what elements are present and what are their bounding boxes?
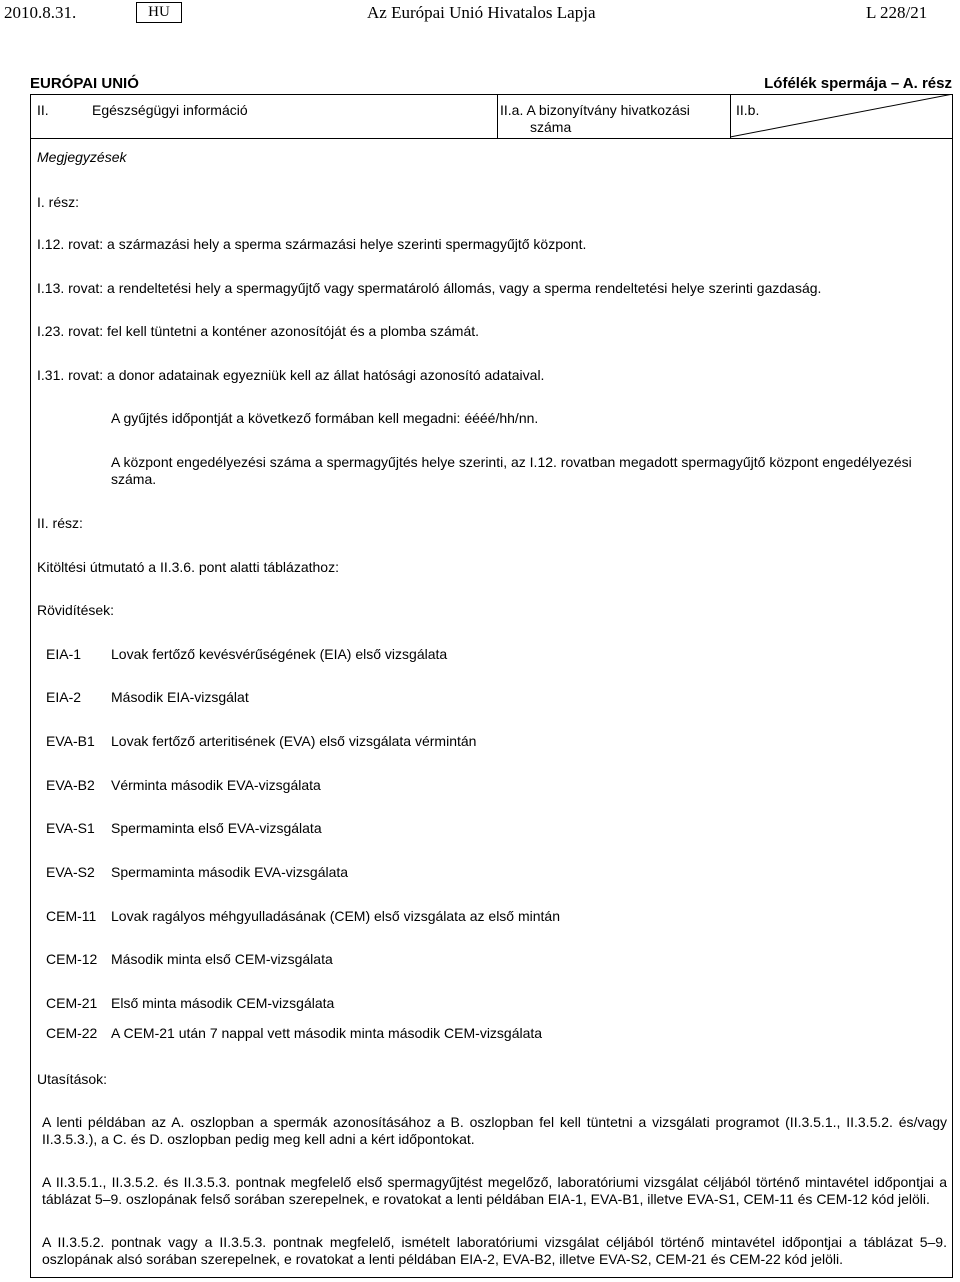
notes-heading: Megjegyzések <box>37 149 127 165</box>
note-i13: I.13. rovat: a rendeltetési hely a spermagyűjtő vagy spermatároló állomás, vagy a sperma rendeltetési helye szerinti gazdaság. <box>37 280 822 296</box>
abbr-desc: Első minta második CEM-vizsgálata <box>111 995 335 1011</box>
reference-label-line2: száma <box>530 119 572 135</box>
note-i12: I.12. rovat: a származási hely a sperma származási helye szerinti spermagyűjtő központ. <box>37 236 587 252</box>
reference-label: II.a. A bizonyítvány hivatkozási <box>500 102 690 118</box>
abbr-code: EVA-B2 <box>46 777 95 793</box>
instructions-heading: Utasítások: <box>37 1071 108 1087</box>
abbr-code: CEM-12 <box>46 951 98 967</box>
note-i31-approval: A központ engedélyezési száma a spermagyűjtés helye szerinti, az I.12. rovatban megadott spermagyűjtő központ engedélyezési száma. <box>111 454 912 487</box>
certificate-frame <box>30 94 953 1278</box>
abbr-desc: Lovak fertőző kevésvérűségének (EIA) első vizsgálata <box>111 646 448 662</box>
instruction-paragraph: A lenti példában az A. oszlopban a spermák azonosításához a B. oszlopban fel kell tüntetni a vizsgálati programot (II.3.5.1., II.3.5.2. és/vagy II.3.5.3.), a C. és D. oszlopban pedig meg kell adni a kért időpontokat. <box>42 1114 947 1147</box>
journal-title: Az Európai Unió Hivatalos Lapja <box>367 3 596 22</box>
abbr-desc: Spermaminta első EVA-vizsgálata <box>111 820 322 836</box>
column-divider <box>497 94 498 138</box>
abbr-desc: Lovak ragályos méhgyulladásának (CEM) első vizsgálata az első mintán <box>111 908 560 924</box>
abbr-code: EVA-S1 <box>46 820 95 836</box>
abbr-code: EVA-S2 <box>46 864 95 880</box>
part-one-heading: I. rész: <box>37 194 80 210</box>
note-i31: I.31. rovat: a donor adatainak egyezniük kell az állat hatósági azonosító adataival. <box>37 367 545 383</box>
org-name: EURÓPAI UNIÓ <box>30 75 139 92</box>
doc-title: Lófélék spermája – A. rész <box>764 75 952 92</box>
abbr-code: EIA-2 <box>46 689 82 705</box>
table-guide-heading: Kitöltési útmutató a II.3.6. pont alatti táblázathoz: <box>37 559 339 575</box>
abbr-code: CEM-21 <box>46 995 98 1011</box>
note-i31-date-format: A gyűjtés időpontját a következő formában kell megadni: éééé/hh/nn. <box>111 410 539 426</box>
reference-b-label: II.b. <box>736 102 760 118</box>
language-code: HU <box>136 2 182 23</box>
publication-date: 2010.8.31. <box>4 3 77 22</box>
section-number: II. <box>37 102 49 118</box>
header-row-separator <box>30 138 953 139</box>
abbr-desc: Második minta első CEM-vizsgálata <box>111 951 333 967</box>
abbr-code: CEM-11 <box>46 908 97 924</box>
part-two-heading: II. rész: <box>37 515 83 531</box>
page-number: L 228/21 <box>866 3 928 22</box>
diagonal-line <box>730 94 953 138</box>
abbr-code: EVA-B1 <box>46 733 95 749</box>
note-i23: I.23. rovat: fel kell tüntetni a konténer azonosítóját és a plomba számát. <box>37 323 480 339</box>
abbreviations-heading: Rövidítések: <box>37 602 115 618</box>
abbr-desc: Vérminta második EVA-vizsgálata <box>111 777 321 793</box>
abbr-code: CEM-22 <box>46 1025 98 1041</box>
instruction-paragraph: A II.3.5.2. pontnak vagy a II.3.5.3. pontnak megfelelő, ismételt laboratóriumi vizsgálat céljából történő mintavétel időpontjai a táblázat 5–9. oszlopának alsó sorában szerepelnek, e rovatokat a lenti példában EIA-2, EVA-B2, illetve EVA-S2, CEM-21 és CEM-22 kód jelöli. <box>42 1234 947 1267</box>
abbr-desc: A CEM-21 után 7 nappal vett második minta második CEM-vizsgálata <box>111 1025 543 1041</box>
abbr-code: EIA-1 <box>46 646 82 662</box>
abbr-desc: Spermaminta második EVA-vizsgálata <box>111 864 349 880</box>
abbr-desc: Lovak fertőző arteritisének (EVA) első vizsgálata vérmintán <box>111 733 477 749</box>
section-title: Egészségügyi információ <box>92 102 248 118</box>
instruction-paragraph: A II.3.5.1., II.3.5.2. és II.3.5.3. pontnak megfelelő első spermagyűjtést megelőző, laboratóriumi vizsgálat céljából történő mintavétel időpontjai a táblázat 5–9. oszlopának felső sorában szerepelnek, e rovatokat a lenti példában EIA-1, EVA-B1, illetve EVA-S1, CEM-11 és CEM-12 kód jelöli. <box>42 1174 947 1207</box>
abbr-desc: Második EIA-vizsgálat <box>111 689 249 705</box>
